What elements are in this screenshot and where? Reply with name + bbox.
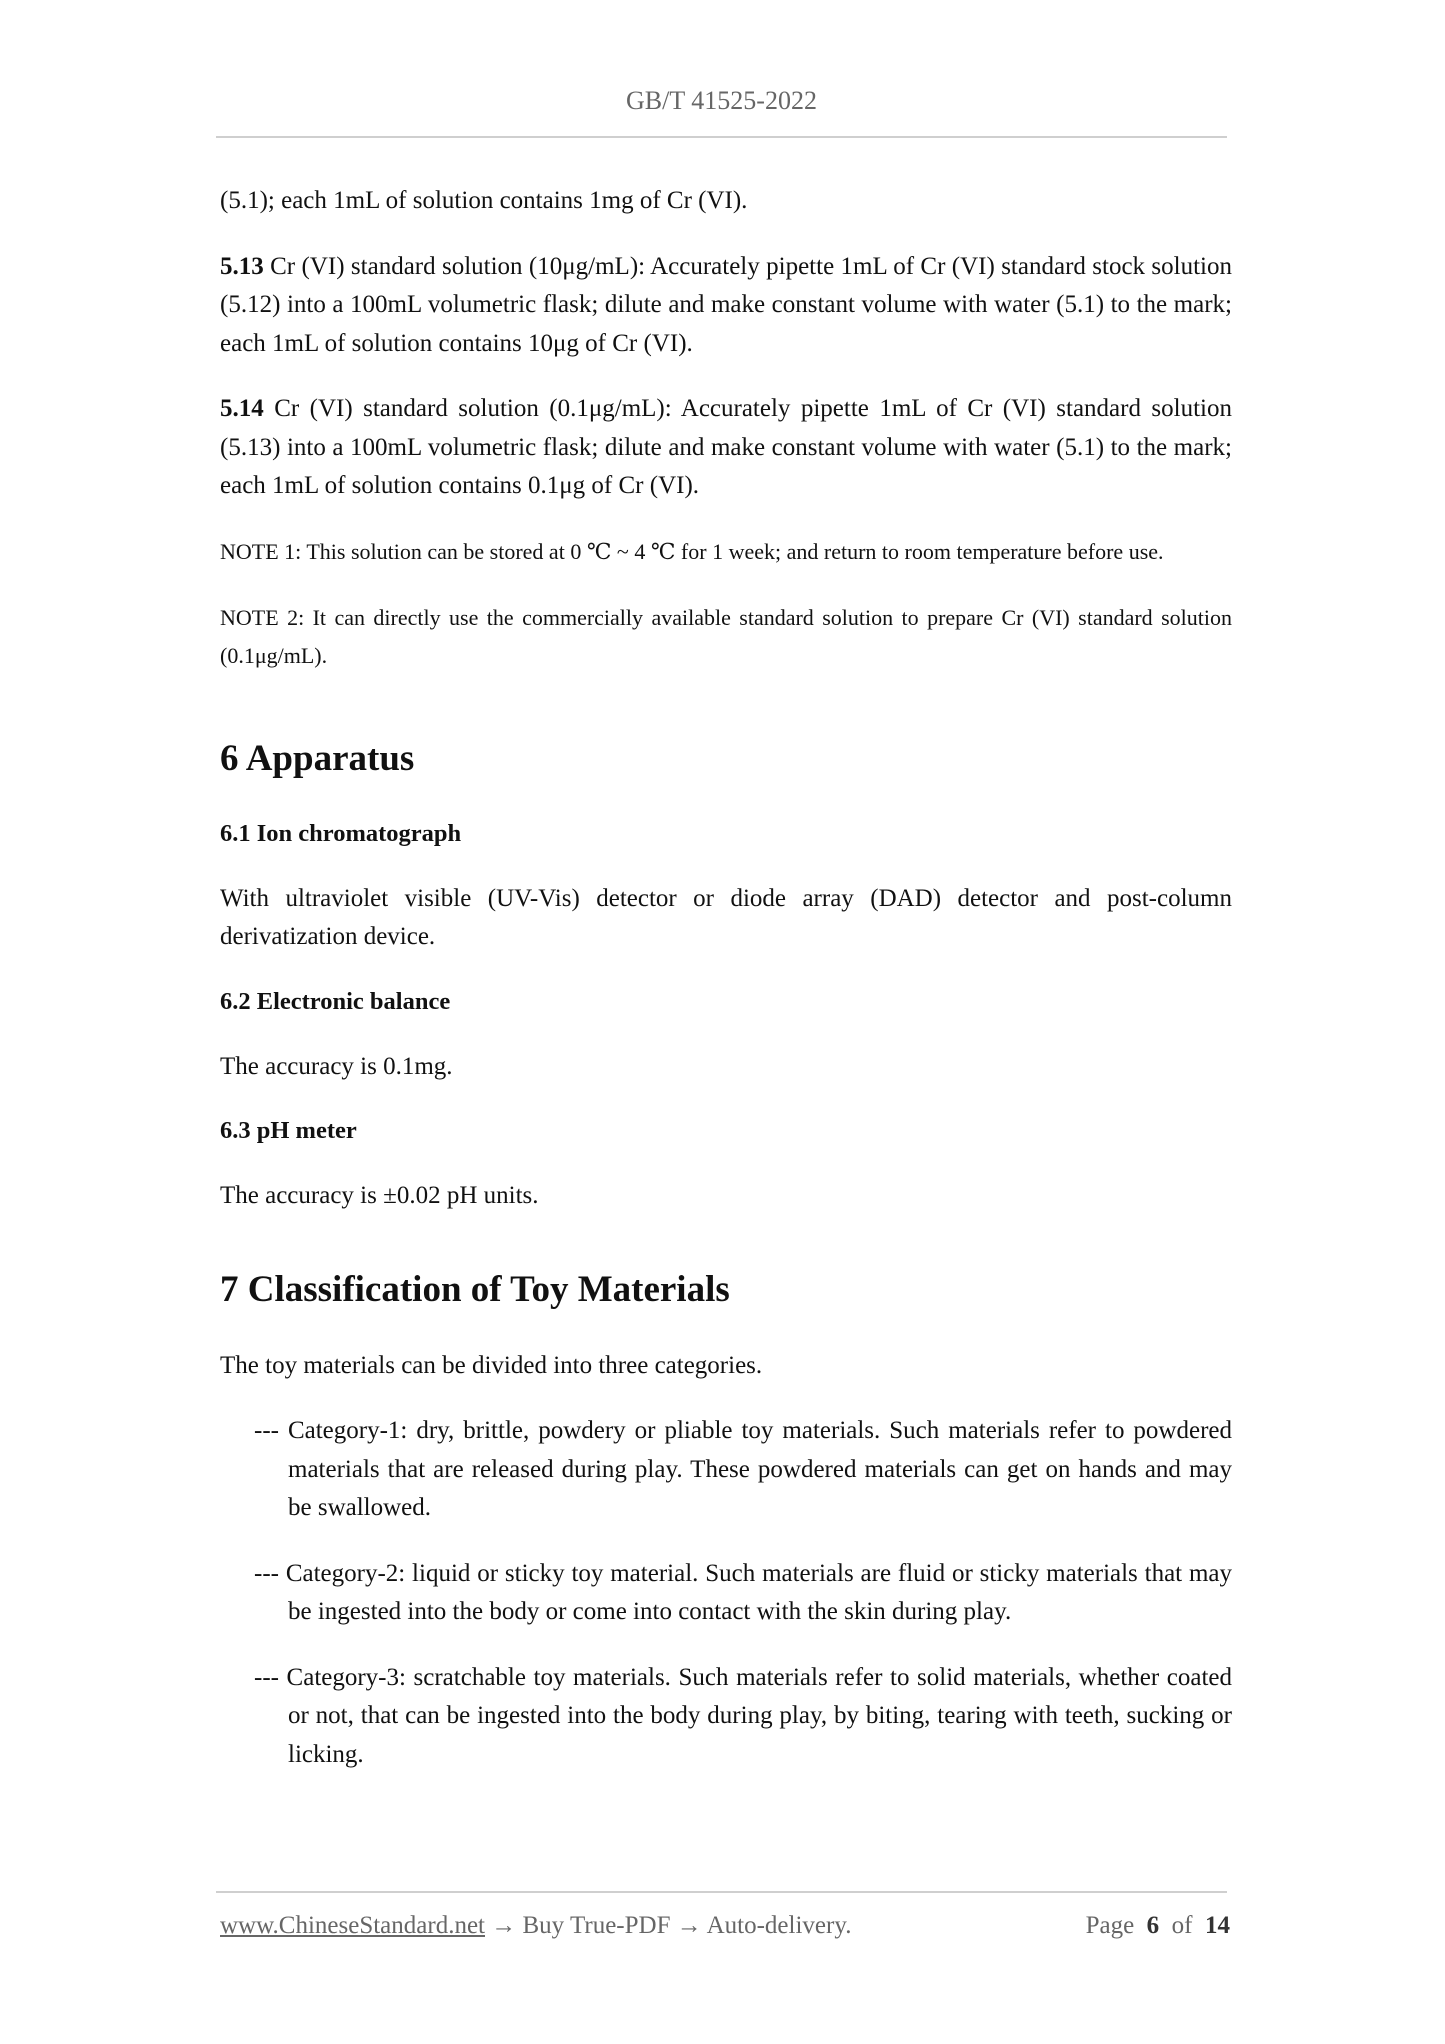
subsection-6-3-heading: 6.3 pH meter [220,1117,357,1144]
clause-5-13 [220,248,1232,364]
page-indicator [1086,1912,1230,1940]
section-7-intro: The toy materials can be divided into three categories. [220,1351,763,1379]
running-header: GB/T 41525-2022 [626,86,817,115]
note-2: NOTE 2: It can directly use the commercially available standard solution to prepare Cr (VI) standard solution (0.1μg/mL). [220,604,1232,668]
clause-number: 5.14 [220,395,264,422]
subsection-6-3-text: The accuracy is ±0.02 pH units. [220,1182,539,1209]
document-body [220,182,1232,1801]
total-pages: 14 [1205,1912,1230,1939]
current-page: 6 [1146,1912,1160,1939]
subsection-6-2-heading: 6.2 Electronic balance [220,987,451,1015]
clause-text: Cr (VI) standard solution (0.1μg/mL): Accurately pipette 1mL of Cr (VI) standard solution (5.13) into a 100mL volumetric flask; dilute and make constant volume with water (5.1) to the mark; each 1mL of solution contains 0.1μg of Cr (VI). [220,395,1232,499]
of-label: of [1171,1912,1193,1939]
list-item: --- Category-2: liquid or sticky toy material. Such materials are fluid or sticky materials that may be ingested into the body or come into contact with the skin during play. [254,1559,1232,1625]
list-item: --- Category-3: scratchable toy materials. Such materials refer to solid materials, whether coated or not, that can be ingested into the body during play, by biting, tearing with teeth, sucking or licking. [254,1663,1232,1768]
note-1: NOTE 1: This solution can be stored at 0 ℃ ~ 4 ℃ for 1 week; and return to room temperature before use. [220,538,1164,564]
subsection-6-1-text: With ultraviolet visible (UV-Vis) detector or diode array (DAD) detector and post-column derivatization device. [220,884,1232,950]
category-list [220,1412,1232,1774]
clause-5-14 [220,390,1232,506]
continued-paragraph: (5.1); each 1mL of solution contains 1mg of Cr (VI). [220,187,748,214]
section-7-heading: 7 Classification of Toy Materials [220,1268,730,1310]
footer-tagline: → Buy True-PDF → Auto-delivery. [485,1912,852,1939]
subsection-6-1-heading: 6.1 Ion chromatograph [220,819,462,847]
subsection-6-2-text: The accuracy is 0.1mg. [220,1052,453,1080]
clause-text: Cr (VI) standard solution (10μg/mL): Accurately pipette 1mL of Cr (VI) standard stock solution (5.12) into a 100mL volumetric flask; dilute and make constant volume with water (5.1) to the mark; each 1mL of solution contains 10μg of Cr (VI). [220,252,1232,357]
footer-divider [216,1891,1227,1893]
clause-number: 5.13 [220,252,264,280]
footer-promo [220,1912,851,1940]
header-divider [216,136,1227,138]
site-link[interactable]: www.ChineseStandard.net [220,1912,485,1939]
section-6-heading: 6 Apparatus [220,737,415,779]
page-label: Page [1085,1912,1135,1939]
list-item: --- Category-1: dry, brittle, powdery or pliable toy materials. Such materials refer to powdered materials that are released during play. These powdered materials can get on hands and may be swallowed. [254,1417,1232,1521]
